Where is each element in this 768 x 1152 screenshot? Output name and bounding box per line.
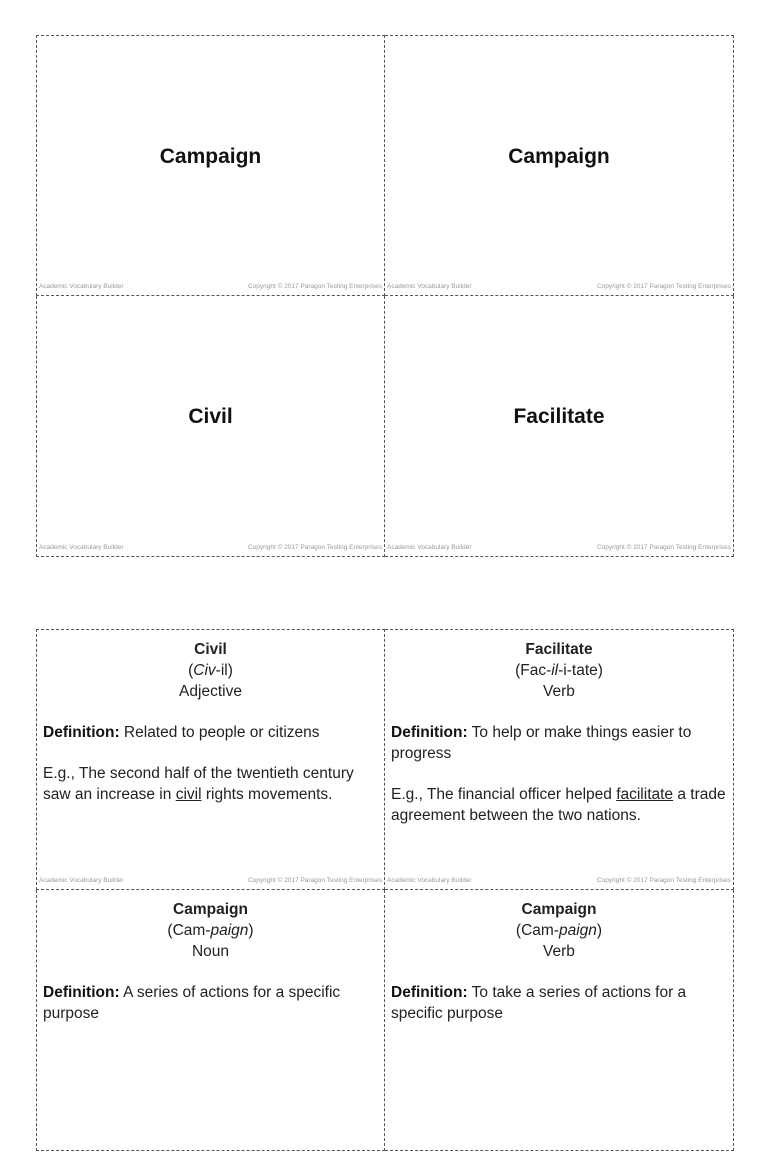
back-cards-sheet: [36, 629, 734, 1152]
front-word: Campaign: [508, 144, 610, 168]
example: E.g., The second half of the twentieth century saw an increase in civil rights movements.: [43, 765, 354, 803]
front-card: [385, 296, 734, 557]
card-content: [391, 899, 727, 1024]
footer-copyright: Copyright © 2017 Paragon Testing Enterprises: [596, 877, 731, 884]
footer-title: Academic Vocabulary Builder: [387, 877, 472, 884]
part-of-speech: Adjective: [179, 683, 242, 700]
front-word: Facilitate: [513, 405, 605, 428]
definition: Definition: To help or make things easier to progress: [391, 724, 692, 762]
front-card: [385, 35, 734, 296]
footer-title: Academic Vocabulary Builder: [387, 283, 472, 290]
card-footer: [39, 876, 382, 886]
back-card: [385, 629, 734, 890]
card-content: [43, 899, 378, 1024]
card-footer: [387, 876, 731, 886]
card-footer: [387, 282, 731, 292]
card-content: [43, 639, 378, 805]
card-word: Campaign: [521, 901, 597, 918]
pronunciation: (Civ-il): [188, 662, 233, 679]
pronunciation: (Cam-paign): [515, 922, 603, 939]
card-word: Campaign: [173, 901, 248, 918]
part-of-speech: Noun: [191, 943, 230, 960]
back-card: [385, 890, 734, 1151]
footer-copyright: Copyright © 2017 Paragon Testing Enterprises: [247, 283, 382, 290]
definition: Definition: Related to people or citizens: [43, 724, 320, 741]
footer-copyright: Copyright © 2017 Paragon Testing Enterprises: [596, 544, 731, 551]
card-word: Facilitate: [525, 641, 593, 658]
definition: Definition: A series of actions for a specific purpose: [43, 984, 341, 1022]
example: E.g., The financial officer helped facilitate a trade agreement between the two nations.: [391, 786, 726, 824]
footer-title: Academic Vocabulary Builder: [387, 544, 472, 551]
part-of-speech: Verb: [543, 683, 575, 700]
footer-title: Academic Vocabulary Builder: [39, 283, 124, 290]
card-footer: [387, 543, 731, 553]
footer-copyright: Copyright © 2017 Paragon Testing Enterprises: [247, 544, 382, 551]
card-content: [391, 639, 727, 826]
back-card: [36, 629, 385, 890]
back-card: [36, 890, 385, 1151]
definition: Definition: To take a series of actions for a specific purpose: [391, 984, 687, 1022]
card-footer: [39, 543, 382, 553]
front-word: Campaign: [159, 144, 262, 168]
card-word: Civil: [194, 641, 227, 658]
footer-copyright: Copyright © 2017 Paragon Testing Enterprises: [596, 283, 731, 290]
footer-copyright: Copyright © 2017 Paragon Testing Enterprises: [247, 877, 382, 884]
footer-title: Academic Vocabulary Builder: [39, 544, 124, 551]
part-of-speech: Verb: [543, 943, 575, 960]
card-footer: [39, 282, 382, 292]
front-card: [36, 296, 385, 557]
front-cards-sheet: [36, 35, 734, 558]
front-word: Civil: [188, 405, 233, 428]
footer-title: Academic Vocabulary Builder: [39, 877, 124, 884]
pronunciation: (Cam-paign): [167, 922, 254, 939]
front-card: [36, 35, 385, 296]
pronunciation: (Fac-il-i-tate): [515, 662, 603, 679]
